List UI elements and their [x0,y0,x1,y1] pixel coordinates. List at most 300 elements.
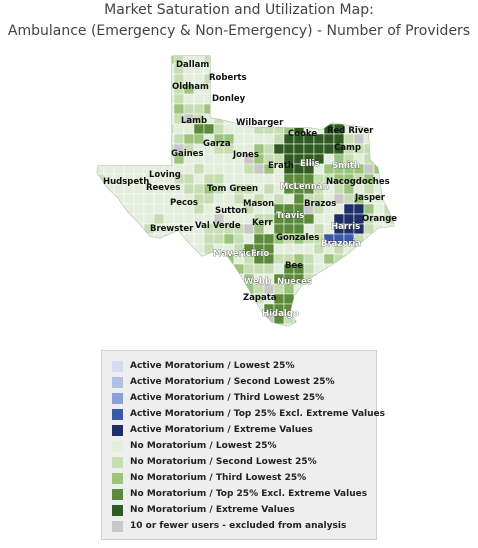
county-cell[interactable] [284,84,294,94]
county-cell[interactable] [214,304,224,314]
county-cell[interactable] [374,234,384,244]
county-cell[interactable] [104,54,114,64]
county-cell[interactable] [384,254,394,264]
county-cell[interactable] [94,264,104,274]
county-cell[interactable] [204,154,214,164]
county-cell[interactable] [344,74,354,84]
county-cell[interactable] [124,314,134,324]
county-cell[interactable] [314,114,324,124]
county-cell[interactable] [254,134,264,144]
county-cell[interactable] [134,64,144,74]
county-cell[interactable] [224,174,234,184]
county-cell[interactable] [94,244,104,254]
county-cell[interactable] [384,124,394,134]
county-cell[interactable] [354,64,364,74]
county-cell[interactable] [154,114,164,124]
county-cell[interactable] [194,304,204,314]
county-cell[interactable] [354,94,364,104]
county-cell[interactable] [154,304,164,314]
county-cell[interactable] [164,94,174,104]
county-cell[interactable] [344,54,354,64]
county-cell[interactable] [114,204,124,214]
county-cell[interactable] [354,304,364,314]
county-cell[interactable] [244,104,254,114]
county-cell[interactable] [104,294,114,304]
county-cell[interactable] [154,214,164,224]
county-cell[interactable] [324,284,334,294]
county-cell[interactable] [124,124,134,134]
county-cell[interactable] [94,94,104,104]
county-cell[interactable] [304,304,314,314]
county-cell[interactable] [104,254,114,264]
county-cell[interactable] [154,54,164,64]
county-cell[interactable] [174,274,184,284]
county-cell[interactable] [134,74,144,84]
county-cell[interactable] [114,144,124,154]
county-cell[interactable] [194,254,204,264]
county-cell[interactable] [314,104,324,114]
county-cell[interactable] [344,64,354,74]
county-cell[interactable] [104,194,114,204]
county-cell[interactable] [304,264,314,274]
county-cell[interactable] [344,314,354,324]
county-cell[interactable] [254,94,264,104]
county-cell[interactable] [174,134,184,144]
county-cell[interactable] [244,164,254,174]
county-cell[interactable] [314,314,324,324]
county-cell[interactable] [204,264,214,274]
county-cell[interactable] [104,284,114,294]
county-cell[interactable] [274,64,284,74]
county-cell[interactable] [274,54,284,64]
county-cell[interactable] [114,274,124,284]
county-cell[interactable] [104,204,114,214]
county-cell[interactable] [324,144,334,154]
county-cell[interactable] [194,264,204,274]
county-cell[interactable] [184,294,194,304]
county-cell[interactable] [144,204,154,214]
county-cell[interactable] [134,124,144,134]
county-cell[interactable] [94,274,104,284]
county-cell[interactable] [94,234,104,244]
county-cell[interactable] [334,324,344,334]
county-cell[interactable] [154,264,164,274]
county-cell[interactable] [294,64,304,74]
county-cell[interactable] [134,324,144,334]
county-cell[interactable] [294,244,304,254]
county-cell[interactable] [294,104,304,114]
county-cell[interactable] [144,274,154,284]
county-cell[interactable] [374,244,384,254]
county-cell[interactable] [104,214,114,224]
county-cell[interactable] [364,104,374,114]
county-cell[interactable] [94,124,104,134]
county-cell[interactable] [374,304,384,314]
county-cell[interactable] [334,264,344,274]
county-cell[interactable] [374,204,384,214]
county-cell[interactable] [164,234,174,244]
county-cell[interactable] [244,84,254,94]
county-cell[interactable] [334,114,344,124]
county-cell[interactable] [374,134,384,144]
county-cell[interactable] [154,74,164,84]
county-cell[interactable] [114,94,124,104]
county-cell[interactable] [104,244,114,254]
county-cell[interactable] [144,64,154,74]
county-cell[interactable] [164,324,174,334]
county-cell[interactable] [214,54,224,64]
county-cell[interactable] [254,104,264,114]
county-cell[interactable] [104,94,114,104]
county-cell[interactable] [374,124,384,134]
county-cell[interactable] [284,64,294,74]
county-cell[interactable] [274,94,284,104]
county-cell[interactable] [134,224,144,234]
county-cell[interactable] [154,154,164,164]
county-cell[interactable] [314,64,324,74]
county-cell[interactable] [374,274,384,284]
county-cell[interactable] [194,164,204,174]
county-cell[interactable] [254,64,264,74]
county-cell[interactable] [274,264,284,274]
county-cell[interactable] [134,144,144,154]
county-cell[interactable] [334,64,344,74]
county-cell[interactable] [194,104,204,114]
county-cell[interactable] [284,94,294,104]
county-cell[interactable] [124,144,134,154]
county-cell[interactable] [234,174,244,184]
county-cell[interactable] [164,274,174,284]
county-cell[interactable] [324,274,334,284]
county-cell[interactable] [394,104,404,114]
county-cell[interactable] [144,124,154,134]
county-cell[interactable] [134,254,144,264]
county-cell[interactable] [144,104,154,114]
county-cell[interactable] [124,214,134,224]
county-cell[interactable] [384,74,394,84]
county-cell[interactable] [334,74,344,84]
county-cell[interactable] [114,284,124,294]
county-cell[interactable] [384,204,394,214]
county-cell[interactable] [324,294,334,304]
county-cell[interactable] [384,304,394,314]
county-cell[interactable] [234,304,244,314]
county-cell[interactable] [354,54,364,64]
county-cell[interactable] [204,304,214,314]
county-cell[interactable] [294,324,304,334]
county-cell[interactable] [304,104,314,114]
county-cell[interactable] [194,94,204,104]
county-cell[interactable] [104,324,114,334]
county-cell[interactable] [124,254,134,264]
county-cell[interactable] [374,224,384,234]
county-cell[interactable] [234,234,244,244]
county-cell[interactable] [364,324,374,334]
county-cell[interactable] [354,84,364,94]
county-cell[interactable] [184,184,194,194]
county-cell[interactable] [104,104,114,114]
county-cell[interactable] [394,254,404,264]
county-cell[interactable] [134,234,144,244]
county-cell[interactable] [124,234,134,244]
county-cell[interactable] [204,274,214,284]
county-cell[interactable] [274,84,284,94]
county-cell[interactable] [204,294,214,304]
county-cell[interactable] [244,324,254,334]
county-cell[interactable] [394,164,404,174]
county-cell[interactable] [114,54,124,64]
county-cell[interactable] [284,144,294,154]
county-cell[interactable] [184,94,194,104]
county-cell[interactable] [314,94,324,104]
county-cell[interactable] [394,154,404,164]
county-cell[interactable] [224,164,234,174]
county-cell[interactable] [184,214,194,224]
county-cell[interactable] [154,144,164,154]
county-cell[interactable] [154,104,164,114]
county-cell[interactable] [384,104,394,114]
county-cell[interactable] [174,324,184,334]
county-cell[interactable] [364,74,374,84]
county-cell[interactable] [384,284,394,294]
county-cell[interactable] [374,254,384,264]
county-cell[interactable] [214,174,224,184]
county-cell[interactable] [204,324,214,334]
county-cell[interactable] [304,84,314,94]
county-cell[interactable] [204,314,214,324]
county-cell[interactable] [154,84,164,94]
county-cell[interactable] [234,54,244,64]
county-cell[interactable] [224,294,234,304]
county-cell[interactable] [214,84,224,94]
county-cell[interactable] [114,194,124,204]
county-cell[interactable] [314,274,324,284]
county-cell[interactable] [324,94,334,104]
county-cell[interactable] [304,114,314,124]
county-cell[interactable] [94,54,104,64]
county-cell[interactable] [354,294,364,304]
county-cell[interactable] [174,104,184,114]
county-cell[interactable] [144,304,154,314]
county-cell[interactable] [294,94,304,104]
county-cell[interactable] [384,264,394,274]
county-cell[interactable] [134,134,144,144]
county-cell[interactable] [394,64,404,74]
county-cell[interactable] [394,274,404,284]
county-cell[interactable] [154,274,164,284]
county-cell[interactable] [364,114,374,124]
county-cell[interactable] [394,174,404,184]
county-cell[interactable] [214,154,224,164]
county-cell[interactable] [94,154,104,164]
county-cell[interactable] [144,194,154,204]
county-cell[interactable] [164,284,174,294]
county-cell[interactable] [304,254,314,264]
county-cell[interactable] [344,194,354,204]
county-cell[interactable] [104,84,114,94]
county-cell[interactable] [304,294,314,304]
county-cell[interactable] [204,164,214,174]
county-cell[interactable] [394,204,404,214]
county-cell[interactable] [354,254,364,264]
county-cell[interactable] [154,124,164,134]
county-cell[interactable] [294,144,304,154]
county-cell[interactable] [374,144,384,154]
county-cell[interactable] [104,314,114,324]
county-cell[interactable] [184,304,194,314]
county-cell[interactable] [124,104,134,114]
county-cell[interactable] [114,224,124,234]
county-cell[interactable] [254,54,264,64]
county-cell[interactable] [114,214,124,224]
county-cell[interactable] [224,304,234,314]
county-cell[interactable] [264,94,274,104]
county-cell[interactable] [144,214,154,224]
county-cell[interactable] [364,294,374,304]
county-cell[interactable] [264,74,274,84]
county-cell[interactable] [284,114,294,124]
county-cell[interactable] [364,224,374,234]
county-cell[interactable] [224,324,234,334]
county-cell[interactable] [364,244,374,254]
county-cell[interactable] [384,114,394,124]
county-cell[interactable] [394,294,404,304]
county-cell[interactable] [324,64,334,74]
county-cell[interactable] [284,244,294,254]
county-cell[interactable] [144,114,154,124]
county-cell[interactable] [374,74,384,84]
county-cell[interactable] [374,84,384,94]
county-cell[interactable] [364,304,374,314]
county-cell[interactable] [364,204,374,214]
county-cell[interactable] [304,244,314,254]
county-cell[interactable] [104,304,114,314]
county-cell[interactable] [134,284,144,294]
county-cell[interactable] [214,264,224,274]
county-cell[interactable] [104,124,114,134]
county-cell[interactable] [94,314,104,324]
county-cell[interactable] [114,264,124,274]
county-cell[interactable] [124,194,134,204]
county-cell[interactable] [364,144,374,154]
county-cell[interactable] [124,114,134,124]
county-cell[interactable] [334,54,344,64]
county-cell[interactable] [224,54,234,64]
county-cell[interactable] [184,254,194,264]
county-cell[interactable] [214,314,224,324]
county-cell[interactable] [254,174,264,184]
county-cell[interactable] [374,54,384,64]
county-cell[interactable] [124,274,134,284]
county-cell[interactable] [304,214,314,224]
county-cell[interactable] [374,284,384,294]
county-cell[interactable] [124,94,134,104]
county-cell[interactable] [264,54,274,64]
county-cell[interactable] [154,294,164,304]
county-cell[interactable] [344,94,354,104]
county-cell[interactable] [94,74,104,84]
county-cell[interactable] [94,304,104,314]
county-cell[interactable] [144,264,154,274]
county-cell[interactable] [224,314,234,324]
county-cell[interactable] [354,74,364,84]
county-cell[interactable] [134,264,144,274]
county-cell[interactable] [324,114,334,124]
county-cell[interactable] [124,74,134,84]
county-cell[interactable] [314,74,324,84]
county-cell[interactable] [114,114,124,124]
county-cell[interactable] [324,74,334,84]
county-cell[interactable] [144,134,154,144]
county-cell[interactable] [284,104,294,114]
county-cell[interactable] [214,234,224,244]
county-cell[interactable] [264,84,274,94]
county-cell[interactable] [234,104,244,114]
county-cell[interactable] [124,304,134,314]
county-cell[interactable] [344,304,354,314]
county-cell[interactable] [154,94,164,104]
county-cell[interactable] [134,114,144,124]
county-cell[interactable] [164,214,174,224]
county-cell[interactable] [364,84,374,94]
county-cell[interactable] [384,194,394,204]
county-cell[interactable] [164,244,174,254]
county-cell[interactable] [234,264,244,274]
county-cell[interactable] [134,204,144,214]
county-cell[interactable] [304,94,314,104]
county-cell[interactable] [114,134,124,144]
county-cell[interactable] [234,324,244,334]
county-cell[interactable] [294,74,304,84]
county-cell[interactable] [274,104,284,114]
county-cell[interactable] [144,54,154,64]
county-cell[interactable] [144,284,154,294]
county-cell[interactable] [354,274,364,284]
county-cell[interactable] [234,84,244,94]
county-cell[interactable] [144,94,154,104]
county-cell[interactable] [94,224,104,234]
county-cell[interactable] [304,314,314,324]
county-cell[interactable] [384,294,394,304]
county-cell[interactable] [174,284,184,294]
county-cell[interactable] [114,254,124,264]
county-cell[interactable] [324,304,334,314]
county-cell[interactable] [224,284,234,294]
county-cell[interactable] [324,104,334,114]
county-cell[interactable] [314,214,324,224]
county-cell[interactable] [104,114,114,124]
county-cell[interactable] [344,84,354,94]
county-cell[interactable] [344,204,354,214]
county-cell[interactable] [344,294,354,304]
county-cell[interactable] [174,314,184,324]
county-cell[interactable] [244,94,254,104]
county-cell[interactable] [224,194,234,204]
county-cell[interactable] [384,234,394,244]
county-cell[interactable] [364,274,374,284]
county-cell[interactable] [154,194,164,204]
county-cell[interactable] [154,324,164,334]
county-cell[interactable] [104,134,114,144]
county-cell[interactable] [184,174,194,184]
county-cell[interactable] [384,164,394,174]
county-cell[interactable] [304,64,314,74]
county-cell[interactable] [344,104,354,114]
county-cell[interactable] [144,144,154,154]
county-cell[interactable] [134,214,144,224]
county-cell[interactable] [214,294,224,304]
county-cell[interactable] [264,104,274,114]
